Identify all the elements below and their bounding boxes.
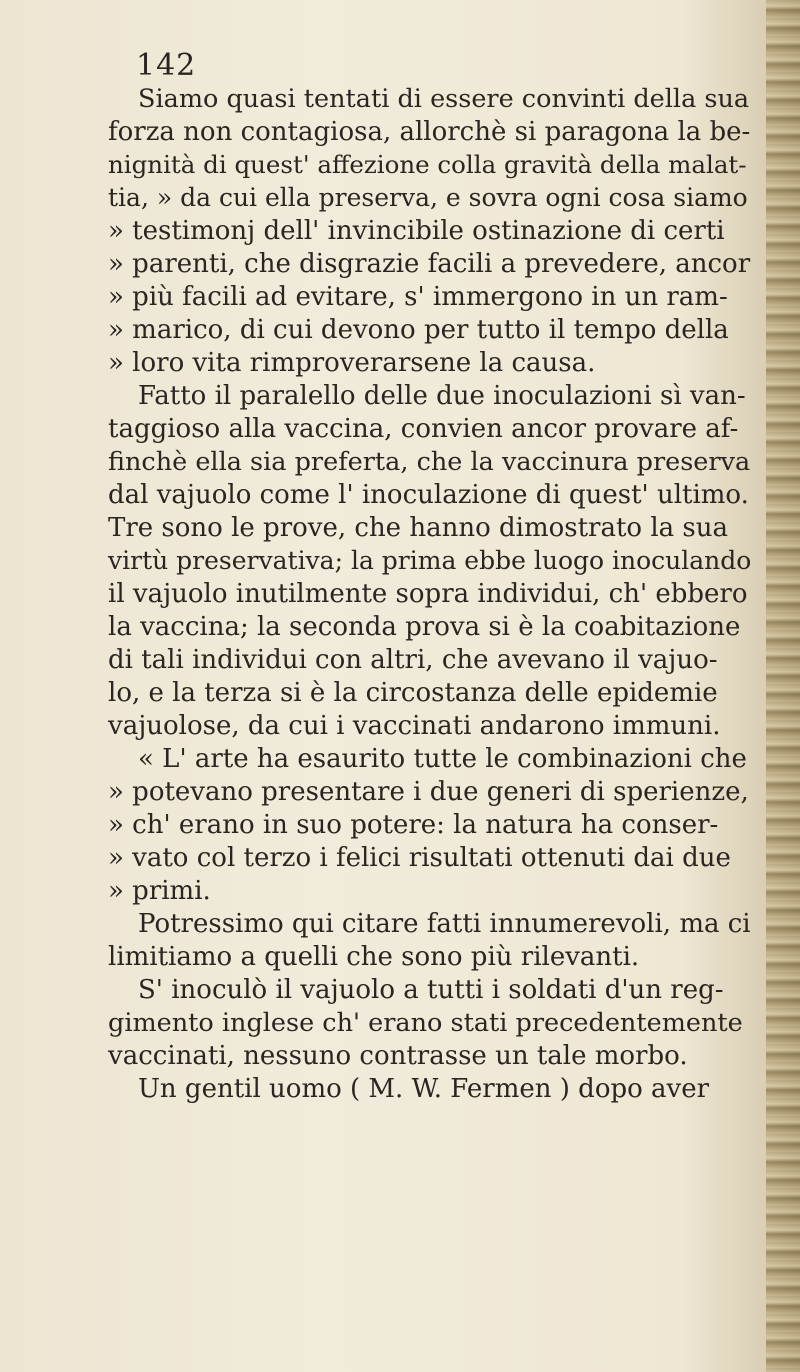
text-line: Potressimo qui citare fatti innumerevoli, ma ci: [138, 909, 751, 939]
text-line: » marico, di cui devono per tutto il tempo della: [108, 315, 729, 345]
text-line: dal vajuolo come l' inoculazione di quest' ultimo.: [108, 480, 749, 510]
text-line: « L' arte ha esaurito tutte le combinazioni che: [138, 744, 747, 774]
text-line: » vato col terzo i felici risultati ottenuti dai due: [108, 843, 731, 873]
text-line: di tali individui con altri, che avevano il vajuo-: [108, 645, 718, 675]
text-line: finchè ella sia preferta, che la vaccinura preserva: [108, 447, 751, 477]
text-line: » loro vita rimproverarsene la causa.: [108, 348, 596, 378]
text-line: virtù preservativa; la prima ebbe luogo inoculando: [108, 546, 752, 575]
text-line: Tre sono le prove, che hanno dimostrato la sua: [108, 513, 729, 543]
text-line: » testimonj dell' invincibile ostinazione di certi: [108, 216, 725, 246]
text-line: vajuolose, da cui i vaccinati andarono immuni.: [108, 711, 721, 741]
text-line: gimento inglese ch' erano stati precedentemente: [108, 1008, 743, 1038]
text-line: nignità di quest' affezione colla gravità della malat-: [108, 150, 747, 179]
text-line: S' inoculò il vajuolo a tutti i soldati d'un reg-: [138, 975, 724, 1005]
text-line: » parenti, che disgrazie facili a prevedere, ancor: [108, 249, 751, 279]
text-line: » ch' erano in suo potere: la natura ha conser-: [108, 810, 719, 840]
text-line: lo, e la terza si è la circostanza delle epidemie: [108, 678, 718, 708]
text-line: taggioso alla vaccina, convien ancor provare af-: [108, 414, 739, 444]
text-line: vaccinati, nessuno contrasse un tale morbo.: [108, 1041, 688, 1071]
text-line: limitiamo a quelli che sono più rilevanti.: [108, 942, 640, 972]
text-line: » primi.: [108, 876, 211, 906]
text-line: Un gentil uomo ( M. W. Fermen ) dopo aver: [138, 1074, 710, 1104]
text-line: Fatto il paralello delle due inoculazioni sì van-: [138, 381, 746, 411]
text-line: la vaccina; la seconda prova si è la coabitazione: [108, 612, 741, 642]
text-line: il vajuolo inutilmente sopra individui, ch' ebbero: [108, 579, 748, 609]
text-line: forza non contagiosa, allorchè si paragona la be-: [108, 117, 751, 147]
page-number: 142: [136, 48, 197, 83]
text-line: » più facili ad evitare, s' immergono in un ram-: [108, 282, 728, 312]
text-line: Siamo quasi tentati di essere convinti della sua: [138, 84, 750, 114]
text-line: » potevano presentare i due generi di sperienze,: [108, 777, 749, 807]
page-binding-edge: [766, 0, 800, 1372]
text-line: tia, » da cui ella preserva, e sovra ogni cosa siamo: [108, 183, 748, 212]
